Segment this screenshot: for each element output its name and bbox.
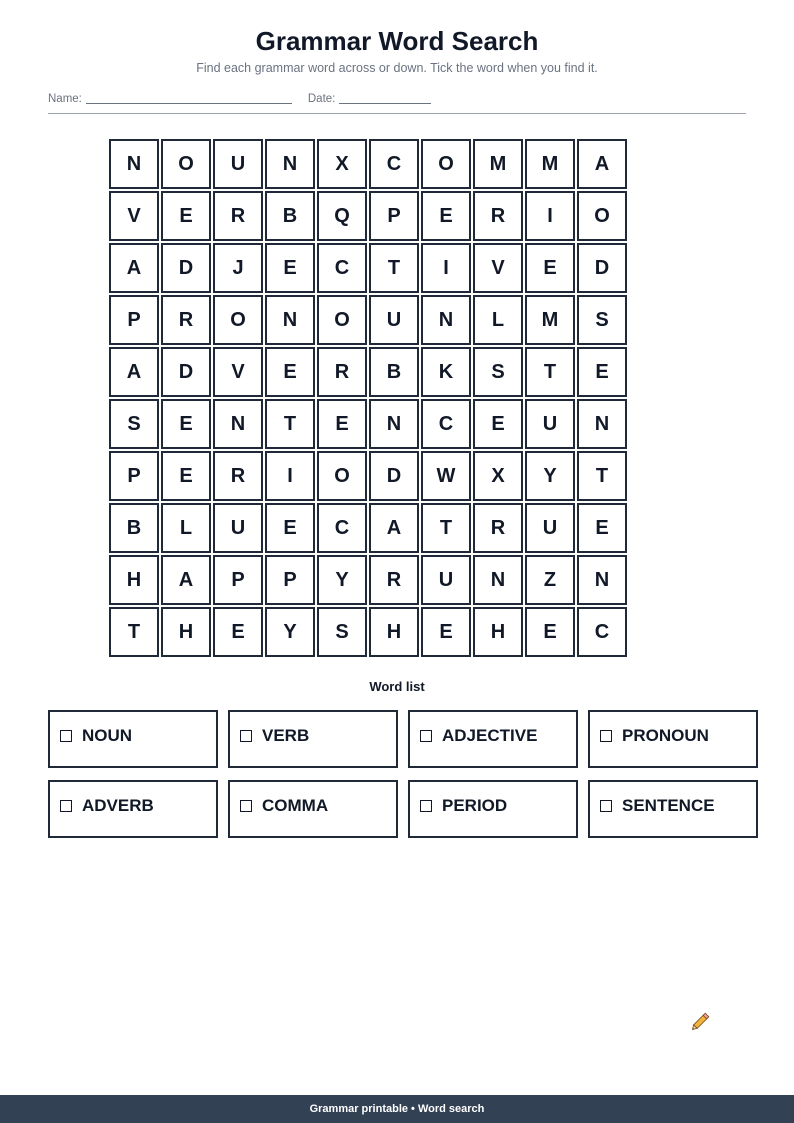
checkbox-icon[interactable] xyxy=(60,730,72,742)
word-list xyxy=(48,710,758,838)
grid-cell[interactable]: T xyxy=(525,347,575,397)
grid-cell[interactable]: H xyxy=(473,607,523,657)
checkbox-icon[interactable] xyxy=(240,730,252,742)
grid-cell[interactable]: W xyxy=(421,451,471,501)
grid-cell[interactable]: P xyxy=(213,555,263,605)
grid-cell[interactable]: X xyxy=(317,139,367,189)
grid-cell[interactable]: A xyxy=(369,503,419,553)
grid-cell[interactable]: M xyxy=(525,295,575,345)
grid-cell[interactable]: P xyxy=(369,191,419,241)
date-line[interactable] xyxy=(339,91,431,104)
grid-cell[interactable]: M xyxy=(525,139,575,189)
word-item[interactable] xyxy=(588,710,758,768)
grid-cell[interactable]: H xyxy=(109,555,159,605)
grid-cell[interactable]: X xyxy=(473,451,523,501)
grid-cell[interactable]: V xyxy=(213,347,263,397)
grid-cell[interactable]: R xyxy=(161,295,211,345)
grid-cell[interactable]: T xyxy=(369,243,419,293)
word-item[interactable] xyxy=(228,780,398,838)
grid-cell[interactable]: J xyxy=(213,243,263,293)
grid-cell[interactable]: R xyxy=(213,451,263,501)
grid-cell[interactable]: E xyxy=(421,191,471,241)
grid-cell[interactable]: N xyxy=(577,555,627,605)
grid-cell[interactable]: S xyxy=(317,607,367,657)
grid-cell[interactable]: E xyxy=(473,399,523,449)
grid-cell[interactable]: R xyxy=(213,191,263,241)
checkbox-icon[interactable] xyxy=(600,730,612,742)
grid-cell[interactable]: V xyxy=(109,191,159,241)
grid-cell[interactable]: K xyxy=(421,347,471,397)
grid-cell[interactable]: Q xyxy=(317,191,367,241)
grid-cell[interactable]: O xyxy=(213,295,263,345)
grid-cell[interactable]: N xyxy=(109,139,159,189)
grid-cell[interactable]: E xyxy=(161,191,211,241)
grid-cell[interactable]: I xyxy=(265,451,315,501)
grid-cell[interactable]: L xyxy=(473,295,523,345)
checkbox-icon[interactable] xyxy=(420,730,432,742)
grid-cell[interactable]: M xyxy=(473,139,523,189)
grid-cell[interactable]: Y xyxy=(317,555,367,605)
word-label: ADJECTIVE xyxy=(442,726,538,745)
grid-cell[interactable]: Y xyxy=(525,451,575,501)
grid-cell[interactable]: A xyxy=(109,243,159,293)
grid-cell[interactable]: S xyxy=(473,347,523,397)
word-item[interactable] xyxy=(228,710,398,768)
grid-cell[interactable]: I xyxy=(421,243,471,293)
header-divider xyxy=(48,113,746,114)
grid-cell[interactable]: N xyxy=(473,555,523,605)
grid-cell[interactable]: B xyxy=(109,503,159,553)
grid-cell[interactable]: C xyxy=(577,607,627,657)
name-label: Name: xyxy=(48,93,82,105)
grid-cell[interactable]: E xyxy=(265,347,315,397)
footer-bar xyxy=(0,1095,794,1123)
grid-cell[interactable]: C xyxy=(317,243,367,293)
word-label: PRONOUN xyxy=(622,726,709,745)
name-line[interactable] xyxy=(86,91,292,104)
pencil-icon xyxy=(688,1008,714,1034)
grid-cell[interactable]: E xyxy=(525,607,575,657)
grid-cell[interactable]: N xyxy=(265,295,315,345)
word-item[interactable] xyxy=(48,780,218,838)
word-item[interactable] xyxy=(588,780,758,838)
word-search-grid xyxy=(109,139,627,657)
grid-cell[interactable]: S xyxy=(109,399,159,449)
word-item[interactable] xyxy=(48,710,218,768)
grid-cell[interactable]: U xyxy=(525,399,575,449)
grid-cell[interactable]: H xyxy=(161,607,211,657)
grid-cell[interactable]: D xyxy=(161,347,211,397)
word-label: SENTENCE xyxy=(622,796,715,815)
checkbox-icon[interactable] xyxy=(240,800,252,812)
grid-cell[interactable]: A xyxy=(577,139,627,189)
grid-cell[interactable]: E xyxy=(577,347,627,397)
grid-cell[interactable]: U xyxy=(213,139,263,189)
grid-cell[interactable]: A xyxy=(161,555,211,605)
grid-cell[interactable]: H xyxy=(369,607,419,657)
word-item[interactable] xyxy=(408,780,578,838)
page-title: Grammar Word Search xyxy=(255,26,539,56)
grid-cell[interactable]: E xyxy=(577,503,627,553)
grid-cell[interactable]: V xyxy=(473,243,523,293)
grid-cell[interactable]: E xyxy=(265,243,315,293)
word-item[interactable] xyxy=(408,710,578,768)
grid-cell[interactable]: P xyxy=(109,451,159,501)
grid-cell[interactable]: U xyxy=(369,295,419,345)
grid-cell[interactable]: C xyxy=(421,399,471,449)
word-label: NOUN xyxy=(82,726,133,745)
grid-cell[interactable]: N xyxy=(577,399,627,449)
grid-cell[interactable]: U xyxy=(525,503,575,553)
page-subtitle: Find each grammar word across or down. Tick the word when you find it. xyxy=(196,61,598,75)
footer-text: Grammar printable • Word search xyxy=(309,1103,485,1115)
grid-cell[interactable]: O xyxy=(421,139,471,189)
word-label: VERB xyxy=(262,726,310,745)
grid-cell[interactable]: B xyxy=(369,347,419,397)
grid-cell[interactable]: E xyxy=(161,399,211,449)
word-label: COMMA xyxy=(262,796,329,815)
grid-cell[interactable]: E xyxy=(161,451,211,501)
grid-cell[interactable]: P xyxy=(265,555,315,605)
grid-cell[interactable]: E xyxy=(265,503,315,553)
grid-cell[interactable]: O xyxy=(161,139,211,189)
grid-cell[interactable]: E xyxy=(317,399,367,449)
word-label: PERIOD xyxy=(442,796,508,815)
grid-cell[interactable]: S xyxy=(577,295,627,345)
date-label: Date: xyxy=(307,93,336,105)
checkbox-icon[interactable] xyxy=(60,800,72,812)
grid-cell[interactable]: Y xyxy=(265,607,315,657)
grid-cell[interactable]: T xyxy=(577,451,627,501)
grid-cell[interactable]: L xyxy=(161,503,211,553)
grid-cell[interactable]: R xyxy=(317,347,367,397)
grid-cell[interactable]: C xyxy=(317,503,367,553)
grid-cell[interactable]: T xyxy=(109,607,159,657)
grid-cell[interactable]: O xyxy=(317,295,367,345)
grid-cell[interactable]: D xyxy=(161,243,211,293)
checkbox-icon[interactable] xyxy=(600,800,612,812)
grid-cell[interactable]: N xyxy=(369,399,419,449)
checkbox-icon[interactable] xyxy=(420,800,432,812)
grid-cell[interactable]: E xyxy=(213,607,263,657)
grid-cell[interactable]: U xyxy=(421,555,471,605)
word-list-title: Word list xyxy=(369,679,425,694)
grid-cell[interactable]: T xyxy=(421,503,471,553)
grid-cell[interactable]: R xyxy=(473,191,523,241)
grid-cell[interactable]: T xyxy=(265,399,315,449)
grid-cell[interactable]: E xyxy=(525,243,575,293)
grid-cell[interactable]: E xyxy=(421,607,471,657)
grid-cell[interactable]: I xyxy=(525,191,575,241)
grid-cell[interactable]: O xyxy=(577,191,627,241)
grid-cell[interactable]: N xyxy=(265,139,315,189)
student-fields xyxy=(48,91,431,105)
grid-cell[interactable]: Z xyxy=(525,555,575,605)
grid-cell[interactable]: R xyxy=(369,555,419,605)
grid-cell[interactable]: U xyxy=(213,503,263,553)
grid-cell[interactable]: D xyxy=(369,451,419,501)
grid-cell[interactable]: N xyxy=(213,399,263,449)
grid-cell[interactable]: D xyxy=(577,243,627,293)
grid-cell[interactable]: B xyxy=(265,191,315,241)
grid-cell[interactable]: R xyxy=(473,503,523,553)
word-label: ADVERB xyxy=(82,796,154,815)
grid-cell[interactable]: N xyxy=(421,295,471,345)
grid-cell[interactable]: C xyxy=(369,139,419,189)
grid-cell[interactable]: O xyxy=(317,451,367,501)
grid-cell[interactable]: P xyxy=(109,295,159,345)
grid-cell[interactable]: A xyxy=(109,347,159,397)
